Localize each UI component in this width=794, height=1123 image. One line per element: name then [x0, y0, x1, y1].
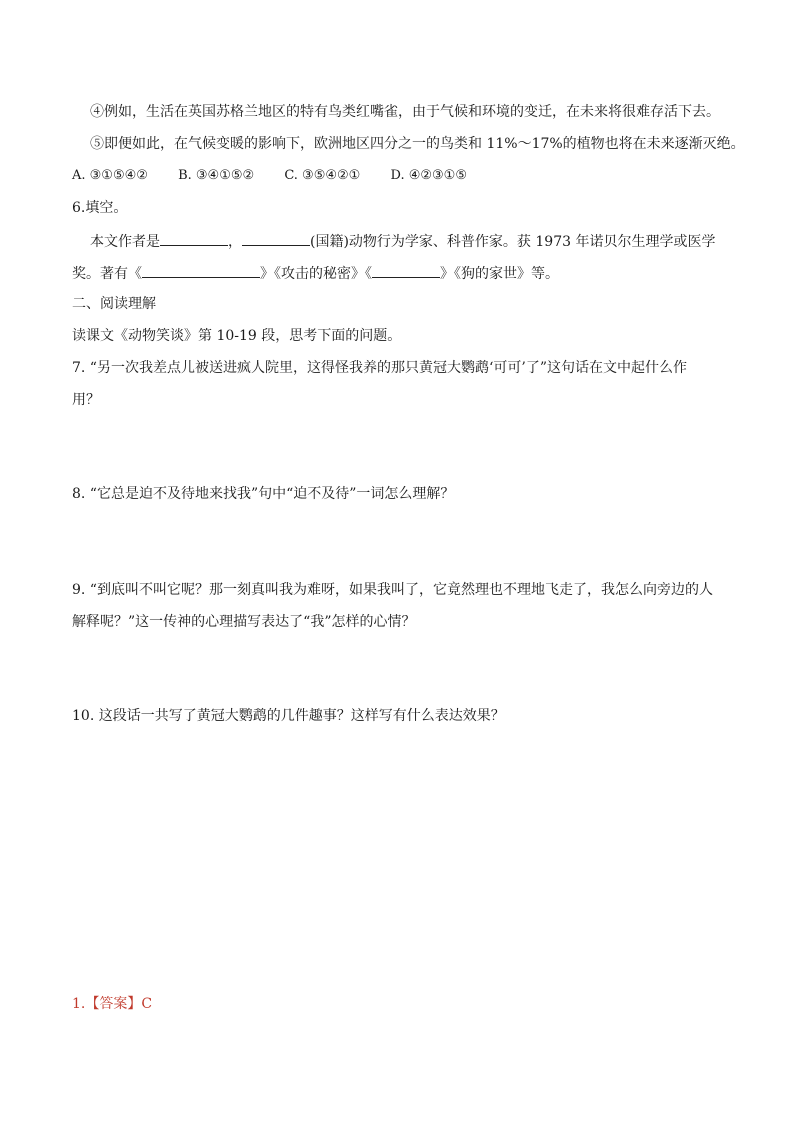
sentence-5: ⑤即便如此，在气候变暖的影响下，欧洲地区四分之一的鸟类和 11%～17%的植物也将在未来逐渐灭绝。	[90, 136, 745, 152]
question-6-line-1	[90, 230, 715, 252]
option-b: B. ③④①⑤②	[178, 168, 255, 183]
q6-text-4: 》《攻击的秘密》《	[260, 266, 372, 282]
question-6-line-2	[72, 262, 559, 284]
answer-1: 1.【答案】C	[72, 996, 153, 1012]
question-8: 8. “它总是迫不及待地来找我”句中“迫不及待”一词怎么理解？	[72, 486, 455, 502]
sentence-4: ④例如，生活在英国苏格兰地区的特有鸟类红嘴雀，由于气候和环境的变迁，在未来将很难存活下去。	[90, 104, 720, 120]
section-2-heading: 二、阅读理解	[72, 296, 156, 312]
question-9-line-1: 9. “到底叫不叫它呢？那一刻真叫我为难呀，如果我叫了，它竟然理也不理地飞走了，我怎么向旁边的人	[72, 582, 713, 598]
book-title-blank-2[interactable]	[372, 262, 440, 278]
option-a: A. ③①⑤④②	[72, 168, 148, 183]
nationality-blank[interactable]	[242, 230, 310, 246]
q6-text-1: 本文作者是	[90, 234, 160, 250]
q6-text-3: 奖。著有《	[72, 266, 142, 282]
q6-sep: ，	[228, 234, 242, 250]
question-10: 10. 这段话一共写了黄冠大鹦鹉的几件趣事？这样写有什么表达效果？	[72, 708, 505, 724]
q6-text-5: 》《狗的家世》等。	[440, 266, 559, 282]
question-6-title: 6.填空。	[72, 200, 128, 216]
option-c: C. ③⑤④②①	[284, 168, 361, 183]
question-7-line-1: 7. “另一次我差点儿被送进疯人院里，这得怪我养的那只黄冠大鹦鹉‘可可’了”这句话在文中起什么作	[72, 360, 688, 376]
question-7-line-2: 用？	[72, 392, 100, 408]
author-name-blank[interactable]	[160, 230, 228, 246]
reading-intro: 读课文《动物笑谈》第 10-19 段，思考下面的问题。	[72, 328, 402, 344]
book-title-blank-1[interactable]	[142, 262, 260, 278]
answer-options	[72, 166, 493, 186]
question-9-line-2: 解释呢？”这一传神的心理描写表达了“我”怎样的心情？	[72, 614, 416, 630]
q6-text-2: (国籍)动物行为学家、科普作家。获 1973 年诺贝尔生理学或医学	[310, 234, 716, 250]
option-d: D. ④②③①⑤	[390, 168, 467, 183]
